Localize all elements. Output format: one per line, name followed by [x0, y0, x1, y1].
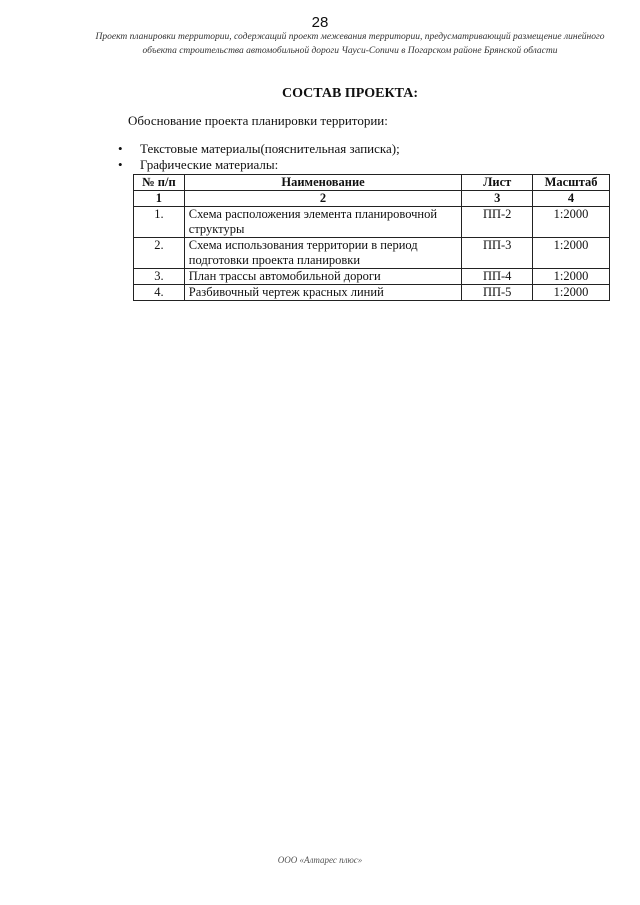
- table-index-row: [134, 191, 610, 207]
- table-cell: 4.: [134, 285, 185, 301]
- bullet-icon: •: [118, 141, 123, 156]
- table-cell: 1:2000: [533, 285, 610, 301]
- table-cell: 1: [134, 191, 185, 207]
- table-cell: ПП-2: [462, 207, 533, 238]
- list-item: [118, 157, 400, 173]
- header-sheet: Лист: [462, 175, 533, 191]
- list-item-text: Текстовые материалы(пояснительная записка);: [140, 141, 400, 156]
- table-row: [134, 269, 610, 285]
- header-number: № п/п: [134, 175, 185, 191]
- table-cell: Схема расположения элемента планировочной структуры: [184, 207, 462, 238]
- table-cell: 1.: [134, 207, 185, 238]
- page-number: 28: [311, 14, 329, 31]
- table-row: [134, 238, 610, 269]
- page-title: СОСТАВ ПРОЕКТА:: [281, 86, 419, 101]
- header-scale: Масштаб: [533, 175, 610, 191]
- materials-list: [118, 141, 400, 173]
- table-cell: ПП-3: [462, 238, 533, 269]
- table-cell: Разбивочный чертеж красных линий: [184, 285, 462, 301]
- list-item-text: Графические материалы:: [140, 157, 279, 172]
- table-cell: ПП-4: [462, 269, 533, 285]
- table-cell: 1:2000: [533, 238, 610, 269]
- table-cell: 3.: [134, 269, 185, 285]
- table-header-row: [134, 175, 610, 191]
- table-row: [134, 285, 610, 301]
- composition-table: [133, 174, 610, 301]
- table-cell: 4: [533, 191, 610, 207]
- section-subtitle: Обоснование проекта планировки территории:: [128, 113, 388, 128]
- table-cell: ПП-5: [462, 285, 533, 301]
- table-cell: 1:2000: [533, 269, 610, 285]
- running-header: Проект планировки территории, содержащий проект межевания территории, предусматривающий размещение линейного объекта строительства автомобильной дороги Чауси-Сопичи в Погарском районе Брянской области: [95, 32, 605, 56]
- list-item: [118, 141, 400, 157]
- table-cell: План трассы автомобильной дороги: [184, 269, 462, 285]
- header-name: Наименование: [184, 175, 462, 191]
- table-cell: 3: [462, 191, 533, 207]
- table-row: [134, 207, 610, 238]
- page-footer: ООО «Алтарес плюс»: [277, 855, 363, 865]
- table-cell: 2: [184, 191, 462, 207]
- table-cell: 2.: [134, 238, 185, 269]
- bullet-icon: •: [118, 157, 123, 172]
- table-cell: 1:2000: [533, 207, 610, 238]
- table-cell: Схема использования территории в период подготовки проекта планировки: [184, 238, 462, 269]
